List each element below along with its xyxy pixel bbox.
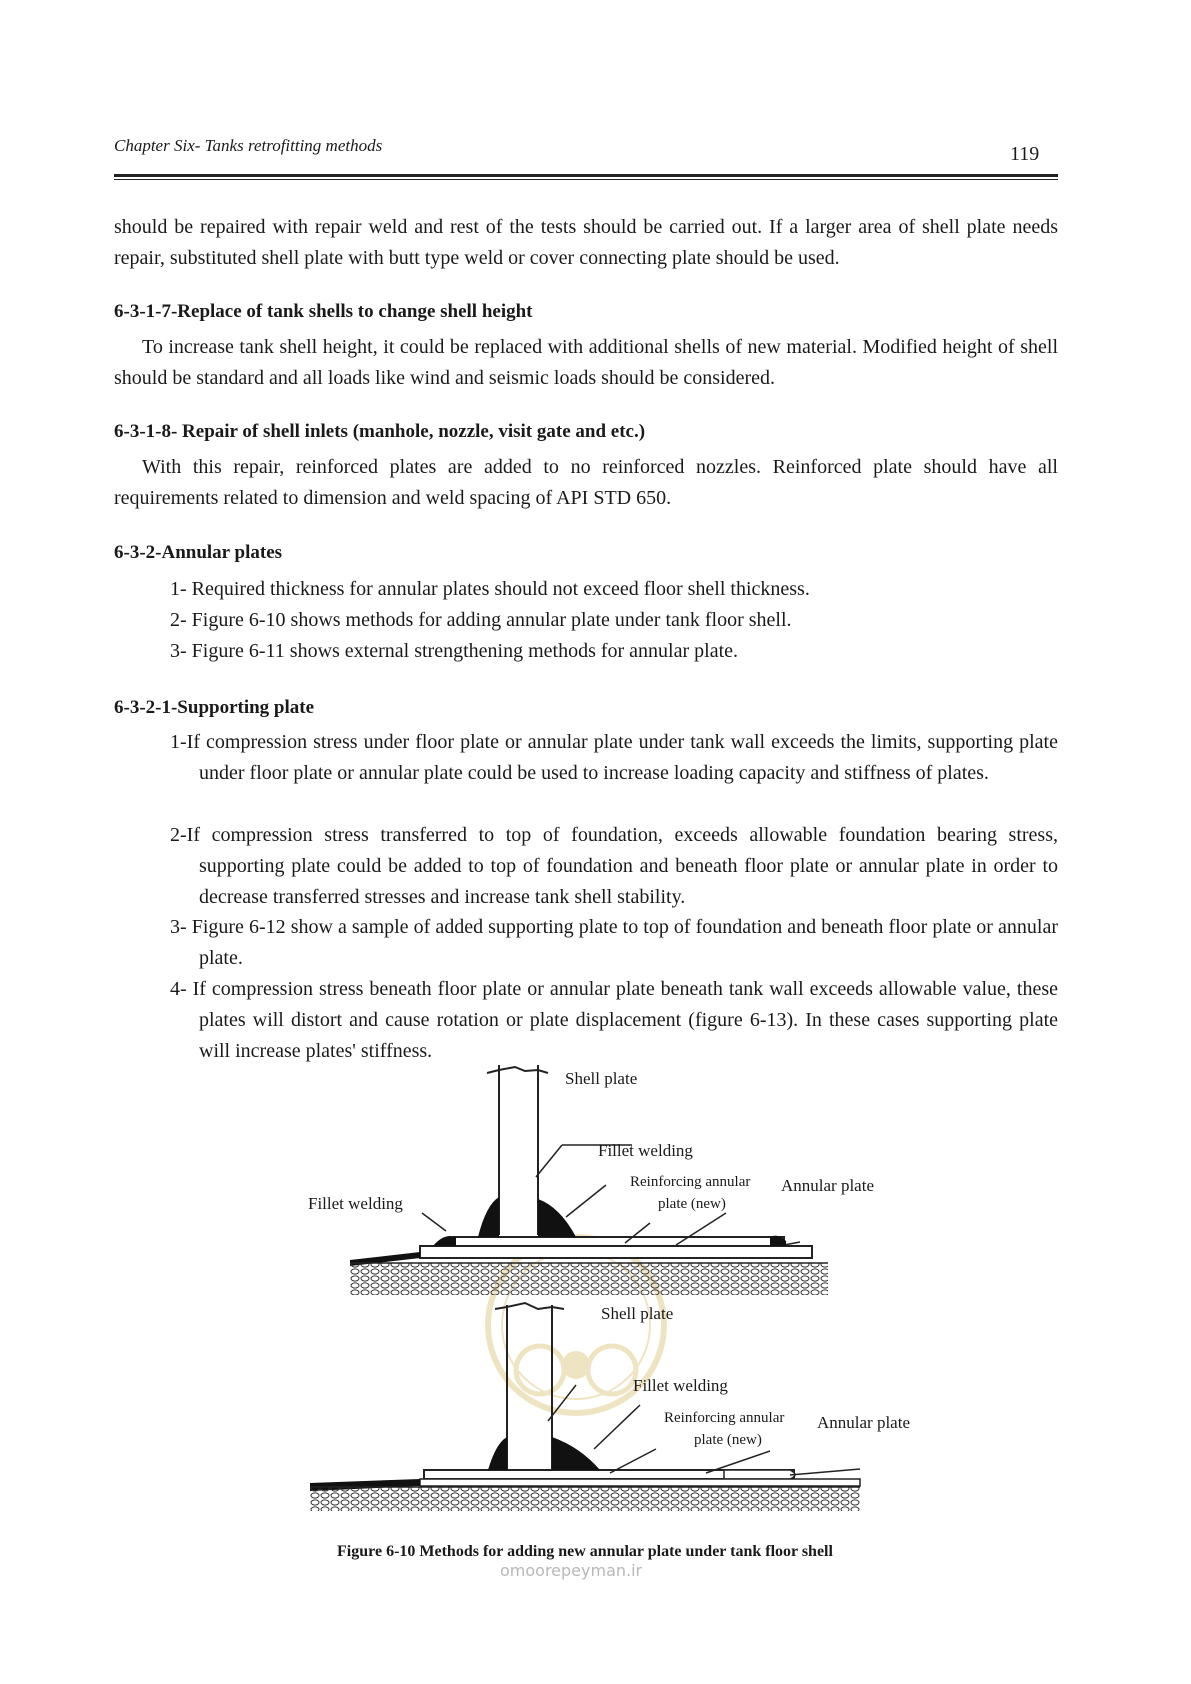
list-item: 3- Figure 6-12 show a sample of added supporting plate to top of foundation and beneath floor plate or annular plate. (170, 916, 1058, 969)
list-item: 1-If compression stress under floor plate or annular plate under tank wall exceeds the limits, supporting plate under floor plate or annular plate could be used to increase loading capacity and stiffness of plates. (170, 731, 1058, 784)
watermark-url: omoorepeyman.ir (500, 1561, 643, 1580)
label-reinforcing-top-1: Reinforcing annular (630, 1174, 751, 1190)
label-reinforcing-bottom-1: Reinforcing annular (664, 1410, 785, 1426)
intro-paragraph: should be repaired with repair weld and rest of the tests should be carried out. If a larger area of shell plate needs repair, substituted shell plate with butt type weld or cover connecting plate should be used. (114, 216, 1058, 269)
list-item: 1- Required thickness for annular plates should not exceed floor shell thickness. (170, 578, 810, 600)
header-rule-thick (114, 174, 1058, 177)
list-item: 3- Figure 6-11 shows external strengthening methods for annular plate. (170, 640, 739, 662)
label-annular-plate-top: Annular plate (781, 1176, 874, 1195)
header-rule-thin (114, 179, 1058, 180)
list-item: 2-If compression stress transferred to top of foundation, exceeds allowable foundation bearing stress, supporting plate could be added to top of foundation and beneath floor plate or annular plate in order to decrease transferred stresses and increase tank shell stability. (170, 824, 1058, 908)
figure-6-10-drawing (0, 1065, 1191, 1585)
top-diagram (350, 1065, 828, 1295)
bottom-diagram (310, 1303, 860, 1511)
heading-6-3-2-1: 6-3-2-1-Supporting plate (114, 697, 315, 718)
label-annular-plate-bottom: Annular plate (817, 1413, 910, 1432)
label-reinforcing-top-2: plate (new) (658, 1196, 726, 1212)
label-fillet-welding-bottom: Fillet welding (633, 1376, 728, 1395)
heading-6-3-2: 6-3-2-Annular plates (114, 542, 283, 563)
label-reinforcing-bottom-2: plate (new) (694, 1432, 762, 1448)
label-fillet-welding-top-right: Fillet welding (598, 1141, 693, 1160)
figure-caption: Figure 6-10 Methods for adding new annular plate under tank floor shell (337, 1543, 833, 1560)
paragraph-6-3-1-8: With this repair, reinforced plates are added to no reinforced nozzles. Reinforced plate should have all requirements related to dimension and weld spacing of API STD 650. (114, 456, 1058, 509)
list-item: 2- Figure 6-10 shows methods for adding annular plate under tank floor shell. (170, 609, 792, 631)
label-shell-plate-top: Shell plate (565, 1069, 638, 1088)
running-header-title: Chapter Six- Tanks retrofitting methods (114, 136, 383, 155)
label-shell-plate-bottom: Shell plate (601, 1304, 674, 1323)
heading-6-3-1-8: 6-3-1-8- Repair of shell inlets (manhole, nozzle, visit gate and etc.) (114, 421, 646, 442)
paragraph-6-3-1-7: To increase tank shell height, it could be replaced with additional shells of new material. Modified height of shell should be standard and all loads like wind and seismic loads should be considered. (114, 336, 1058, 389)
heading-6-3-1-7: 6-3-1-7-Replace of tank shells to change shell height (114, 301, 533, 322)
page-number: 119 (1010, 143, 1040, 165)
label-fillet-welding-top-left: Fillet welding (308, 1194, 403, 1213)
list-item: 4- If compression stress beneath floor plate or annular plate beneath tank wall exceeds allowable value, these plates will distort and cause rotation or plate displacement (figure 6-13). In these cases supporting plate will increase plates' stiffness. (170, 978, 1058, 1062)
